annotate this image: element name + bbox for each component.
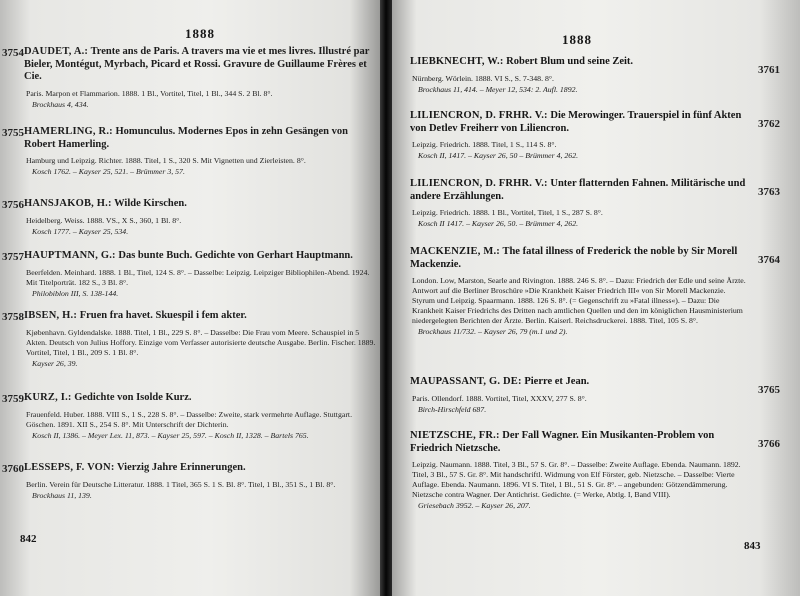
- entry-number: 3762: [758, 118, 780, 130]
- page-number: 842: [20, 533, 37, 545]
- catalog-entry: [2, 126, 376, 177]
- catalog-entry: [410, 246, 780, 337]
- entry-author: HANSJAKOB, H.:: [24, 198, 112, 209]
- entry-publication: Hamburg und Leipzig. Richter. 1888. Titel, 1 S., 320 S. Mit Vignetten und Zierleisten. 8°.: [26, 156, 306, 165]
- entry-number: 3757: [2, 251, 24, 263]
- entry-title: Fruen fra havet. Skuespil i fem akter.: [79, 310, 247, 321]
- entry-heading: [410, 376, 748, 389]
- entry-author: LILIENCRON, D. FRHR. V.:: [410, 178, 548, 189]
- entry-title: Homunculus. Modernes Epos in zehn Gesängen von Robert Hamerling.: [24, 126, 348, 150]
- entry-reference: Brockhaus 11, 139.: [32, 490, 92, 500]
- entry-heading: [410, 178, 748, 203]
- entry-author: LIEBKNECHT, W.:: [410, 56, 504, 67]
- entry-reference: Kosch II, 1386. – Meyer Lex. 11, 873. – Kayser 25, 597. – Kosch II, 1328. – Bartels 765.: [32, 430, 309, 440]
- entry-heading: [410, 56, 748, 69]
- entry-number: 3763: [758, 186, 780, 198]
- right-page: [392, 0, 800, 596]
- page-number: 843: [744, 540, 761, 552]
- entry-reference: Birch-Hirschfeld 687.: [418, 404, 487, 414]
- entry-publication: Paris. Marpon et Flammarion. 1888. 1 Bl., Vortitel, Titel, 1 Bl., 344 S. 2 Bl. 8°.: [26, 88, 273, 98]
- entry-heading: [24, 126, 376, 151]
- catalog-entry: [410, 110, 780, 161]
- entry-title: Trente ans de Paris. A travers ma vie et mes livres. Illustré par Bieler, Montégut, Myrbach, Picard et Rossi. Gravure de Guillaume Frères et Cie.: [24, 46, 370, 82]
- entry-reference: Griesebach 3952. – Kayser 26, 207.: [418, 501, 531, 510]
- entry-number: 3765: [758, 384, 780, 396]
- entry-heading: [24, 250, 376, 263]
- entry-reference: Kosch 1762. – Kayser 25, 521. – Brümmer 3, 57.: [32, 167, 185, 176]
- entry-number: 3758: [2, 311, 24, 323]
- entry-number: 3764: [758, 254, 780, 266]
- entry-publication: Frauenfeld. Huber. 1888. VIII S., 1 S., 228 S. 8°. – Dasselbe: Zweite, stark vermehrte Auflage. Stuttgart. Göschen. 1891. XII S., 254 S. 8°. Mit Unterschrift der Dichterin.: [26, 409, 353, 429]
- catalog-entry: [2, 250, 376, 299]
- entry-reference: Kosch II 1417. – Kayser 26, 50. – Brümmer 4, 262.: [418, 219, 579, 228]
- entry-heading: [24, 46, 376, 84]
- entry-reference: Philobiblon III, S. 138-144.: [32, 288, 119, 298]
- entry-author: NIETZSCHE, FR.:: [410, 430, 500, 441]
- entry-heading: [410, 110, 748, 135]
- entry-author: LILIENCRON, D. FRHR. V.:: [410, 110, 548, 121]
- entry-number: 3760: [2, 463, 24, 475]
- entry-publication: Leipzig. Friedrich. 1888. 1 Bl., Vortitel, Titel, 1 S., 287 S. 8°.: [412, 208, 603, 217]
- entry-author: IBSEN, H.:: [24, 310, 78, 321]
- entry-author: HAMERLING, R.:: [24, 126, 113, 137]
- book-gutter: [380, 0, 392, 596]
- entry-reference: Brockhaus 11, 414. – Meyer 12, 534: 2. Aufl. 1892.: [418, 84, 578, 94]
- catalog-entry: [2, 392, 376, 441]
- entry-number: 3756: [2, 199, 24, 211]
- entry-title: Wilde Kirschen.: [114, 198, 187, 209]
- entry-heading: [410, 246, 748, 271]
- entry-publication: Heidelberg. Weiss. 1888. VS., X S., 360, 1 Bl. 8°.: [26, 215, 182, 225]
- entry-author: LESSEPS, F. VON:: [24, 462, 115, 473]
- entry-reference: Brockhaus 4, 434.: [32, 99, 89, 109]
- catalog-entry: [2, 198, 376, 237]
- entry-title: Die Merowinger. Trauerspiel in fünf Akten von Detlev Freiherr von Liliencron.: [410, 110, 742, 134]
- entry-author: DAUDET, A.:: [24, 46, 89, 57]
- entry-heading: [410, 430, 748, 455]
- entry-number: 3754: [2, 47, 24, 59]
- catalog-entry: [410, 430, 780, 511]
- entry-publication: Beerfelden. Meinhard. 1888. 1 Bl., Titel, 124 S. 8°. – Dasselbe: Leipzig. Leipziger Bibliophilen-Abend. 1924. Mit Titelporträt. 182 S., 3 Bl. 8°.: [26, 267, 370, 287]
- entry-title: Gedichte von Isolde Kurz.: [74, 392, 192, 403]
- entry-title: Der Fall Wagner. Ein Musikanten-Problem von Friedrich Nietzsche.: [410, 430, 715, 454]
- entry-publication: Berlin. Verein für Deutsche Litteratur. 1888. 1 Titel, 365 S. 1 S. Bl. 8°. Titel, 1 Bl., 351 S., 1 Bl. 8°.: [26, 479, 336, 489]
- entry-heading: [24, 198, 376, 211]
- entry-publication: Leipzig. Naumann. 1888. Titel, 3 Bl., 57 S. Gr. 8°. – Dasselbe: Zweite Auflage. Ebenda. Naumann. 1892. Titel, 3 Bl., 57 S. Gr. 8°. Mit handschriftl. Widmung von Elf Förster, geb. Nietzsche. – Dasselbe: Vierte Auflage. Ebenda. Naumann. 1896. VI S. Titel, 1 Bl., 51 S. Gr. 8°. – angebunden: Götzendämmerung. Nietzsche contra Wagner. Der Antichrist. Gedichte. (= Werke, Abtlg. I, Band VIII).: [412, 460, 741, 499]
- entry-title: Pierre et Jean.: [524, 376, 590, 387]
- entry-publication: Kjøbenhavn. Gyldendalske. 1888. Titel, 1 Bl., 229 S. 8°. – Dasselbe: Die Frau vom Meere. Schauspiel in 5 Akten. Deutsch von Julius Hoffory. Einzige vom Verfasser autorisierte deutsche Ausgabe. Berlin. Fischer. 1889. Vortitel, Titel, 1 Bl., 209 S. 1 Bl. 8°.: [26, 327, 376, 357]
- entry-title: Das bunte Buch. Gedichte von Gerhart Hauptmann.: [118, 250, 353, 261]
- entry-reference: Kosch II, 1417. – Kayser 26, 50 – Brümmer 4, 262.: [418, 151, 579, 160]
- entry-title: Vierzig Jahre Erinnerungen.: [116, 462, 246, 473]
- entry-reference: Kayser 26, 39.: [32, 358, 78, 368]
- entry-number: 3761: [758, 64, 780, 76]
- catalog-entry: [2, 46, 376, 110]
- catalog-entry: [2, 462, 376, 501]
- entry-number: 3766: [758, 438, 780, 450]
- entry-title: Robert Blum und seine Zeit.: [506, 56, 634, 67]
- page-year: 1888: [185, 26, 215, 41]
- left-page: [0, 0, 380, 596]
- entry-publication: London. Low, Marston, Searle and Rivington. 1888. 246 S. 8°. – Dazu: Friedrich der Edle und seine Ärzte. Antwort auf die Berliner Broschüre »Die Krankheit Kaiser Friedrich III« von Sir Morell Mackenzie. Styrum und Leipzig. Spaarmann. 1888. 126 S. 8°. (= Gegenschrift zu »Fatal illness«). – Dazu: Die Krankheit Kaiser Friedrichs des Dritten nach amtlichen Quellen und den im königlichen Hausministerium niedergelegten Berichten der Ärzte. Berlin. Kaiserl. Reichsdruckerei. 1888. Titel, 105 S. 8°.: [412, 276, 746, 325]
- catalog-entry: [410, 178, 780, 229]
- catalog-entry: [410, 376, 780, 415]
- entry-publication: Nürnberg. Wörlein. 1888. VI S., S. 7-348. 8°.: [412, 73, 554, 83]
- entry-author: MACKENZIE, M.:: [410, 246, 501, 257]
- entry-heading: [24, 310, 376, 323]
- catalog-entry: [2, 310, 376, 369]
- entry-title: The fatal illness of Frederick the noble by Sir Morell Mackenzie.: [410, 246, 738, 270]
- entry-heading: [24, 392, 376, 405]
- entry-reference: Brockhaus 11/732. – Kayser 26, 79 (m.1 und 2).: [418, 327, 568, 336]
- entry-author: KURZ, I.:: [24, 392, 72, 403]
- entry-author: HAUPTMANN, G.:: [24, 250, 116, 261]
- entry-publication: Paris. Ollendorf. 1888. Vortitel, Titel, XXXV, 277 S. 8°.: [412, 393, 587, 403]
- entry-publication: Leipzig. Friedrich. 1888. Titel, 1 S., 114 S. 8°.: [412, 140, 557, 149]
- page-year: 1888: [562, 32, 592, 47]
- entry-author: MAUPASSANT, G. DE:: [410, 376, 522, 387]
- entry-number: 3759: [2, 393, 24, 405]
- catalog-entry: [410, 56, 780, 95]
- entry-title: Unter flatternden Fahnen. Militärische und andere Erzählungen.: [410, 178, 746, 202]
- entry-number: 3755: [2, 127, 24, 139]
- entry-heading: [24, 462, 376, 475]
- entry-reference: Kosch 1777. – Kayser 25, 534.: [32, 226, 129, 236]
